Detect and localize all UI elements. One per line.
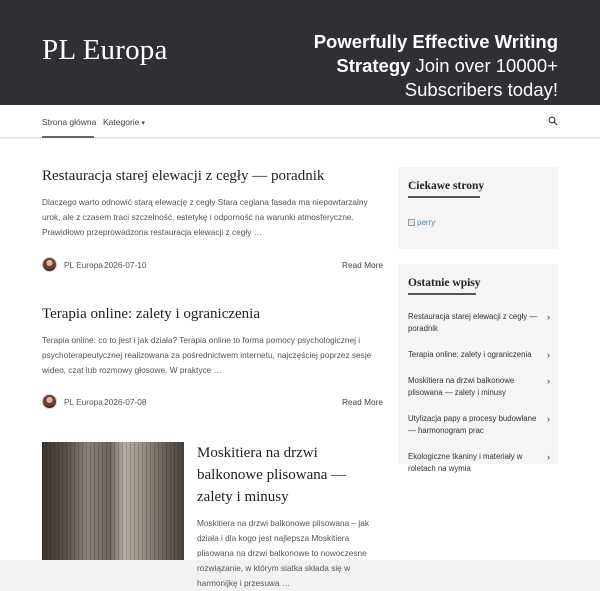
chevron-down-icon: ▾ [141, 120, 145, 127]
recent-post-label: Restauracja starej elewacji z cegły — poradnik [408, 312, 538, 333]
recent-post-label: Ekologiczne tkaniny i materiały w roletach na wymia [408, 452, 523, 473]
search-icon[interactable] [548, 116, 558, 126]
promo-rest: Join over 10000+ Subscribers today! [404, 55, 558, 100]
post-title[interactable]: Moskitiera na drzwi balkonowe plisowana — zalety i minusy [197, 445, 347, 505]
post-date: 2026-07-08 [104, 397, 147, 407]
sidebar-widget-sites [398, 167, 558, 249]
chevron-right-icon: › [547, 414, 550, 424]
broken-image-icon [408, 219, 415, 226]
broken-image-alt: perry [417, 218, 436, 227]
recent-post-item[interactable] [408, 349, 550, 361]
header-promo [238, 30, 558, 102]
post-date: 2026-07-10 [104, 260, 147, 270]
recent-post-item[interactable] [408, 375, 550, 399]
site-header [0, 0, 600, 105]
read-more-link[interactable]: Read More [341, 260, 383, 270]
post-meta [42, 394, 383, 414]
avatar [42, 257, 57, 272]
main-nav [0, 105, 600, 138]
nav-item-categories[interactable] [103, 117, 145, 127]
broken-image-link[interactable] [408, 218, 435, 227]
recent-post-label: Moskitiera na drzwi balkonowe plisowana — zalety i minusy [408, 376, 515, 397]
recent-post-label: Terapia online: zalety i ograniczenia [408, 350, 532, 359]
widget-title: Ostatnie wpisy [408, 277, 481, 289]
post-excerpt: Dlaczego warto odnowić starą elewację z cegły Stara ceglana fasada ma niepowtarzalny urok, ale z czasem traci szczelność, estetykę i odporność na warunki atmosferyczne. Prawidłowo przeprowadzona restauracja elewacji z cegły … [42, 197, 368, 237]
main-content [0, 139, 600, 588]
chevron-right-icon: › [547, 350, 550, 360]
nav-item-home[interactable]: Strona główna [42, 117, 97, 127]
post-title[interactable]: Restauracja starej elewacji z cegły — poradnik [42, 168, 325, 184]
post-excerpt: Moskitiera na drzwi balkonowe plisowana – jak działa i dla kogo jest najlepsza Moskitiera plisowana na drzwi balkonowe to nowoczesne rozwiązanie, w którym siatka składa się w harmonijkę i przesuwa … [197, 518, 370, 588]
post-meta [42, 257, 383, 277]
chevron-right-icon: › [547, 452, 550, 462]
widget-title: Ciekawe strony [408, 180, 485, 192]
chevron-right-icon: › [547, 376, 550, 386]
sidebar-widget-recent [398, 264, 558, 473]
nav-categories-label: Kategorie [103, 117, 140, 127]
post-author[interactable]: PL Europa [64, 397, 103, 407]
widget-title-underline [408, 196, 480, 198]
post-card [42, 168, 383, 240]
site-title[interactable]: PL Europa [42, 34, 168, 66]
read-more-link[interactable]: Read More [341, 397, 383, 407]
post-title[interactable]: Terapia online: zalety i ograniczenia [42, 306, 261, 322]
recent-posts-list [408, 311, 550, 489]
recent-post-item[interactable] [408, 311, 550, 335]
post-author[interactable]: PL Europa [64, 260, 103, 270]
avatar [42, 394, 57, 409]
promo-bold: Powerfully Effective Writing Strategy [313, 31, 558, 76]
post-card [197, 442, 383, 591]
active-nav-indicator [42, 136, 94, 138]
post-card [42, 306, 383, 378]
recent-post-item[interactable] [408, 413, 550, 437]
recent-post-label: Utylizacja papy a procesy budowlane — harmonogram prac [408, 414, 537, 435]
post-excerpt: Terapia online: co to jest i jak działa? Terapia online to forma pomocy psychologicznej i psychoterapeutycznej realizowana za pośrednictwem internetu, najczęściej poprzez sesje wideo, czat lub rozmowy głosowe. W praktyce … [42, 335, 372, 375]
post-thumbnail[interactable] [42, 442, 184, 560]
widget-title-underline [408, 293, 476, 295]
recent-post-item[interactable] [408, 451, 550, 475]
chevron-right-icon: › [547, 312, 550, 322]
